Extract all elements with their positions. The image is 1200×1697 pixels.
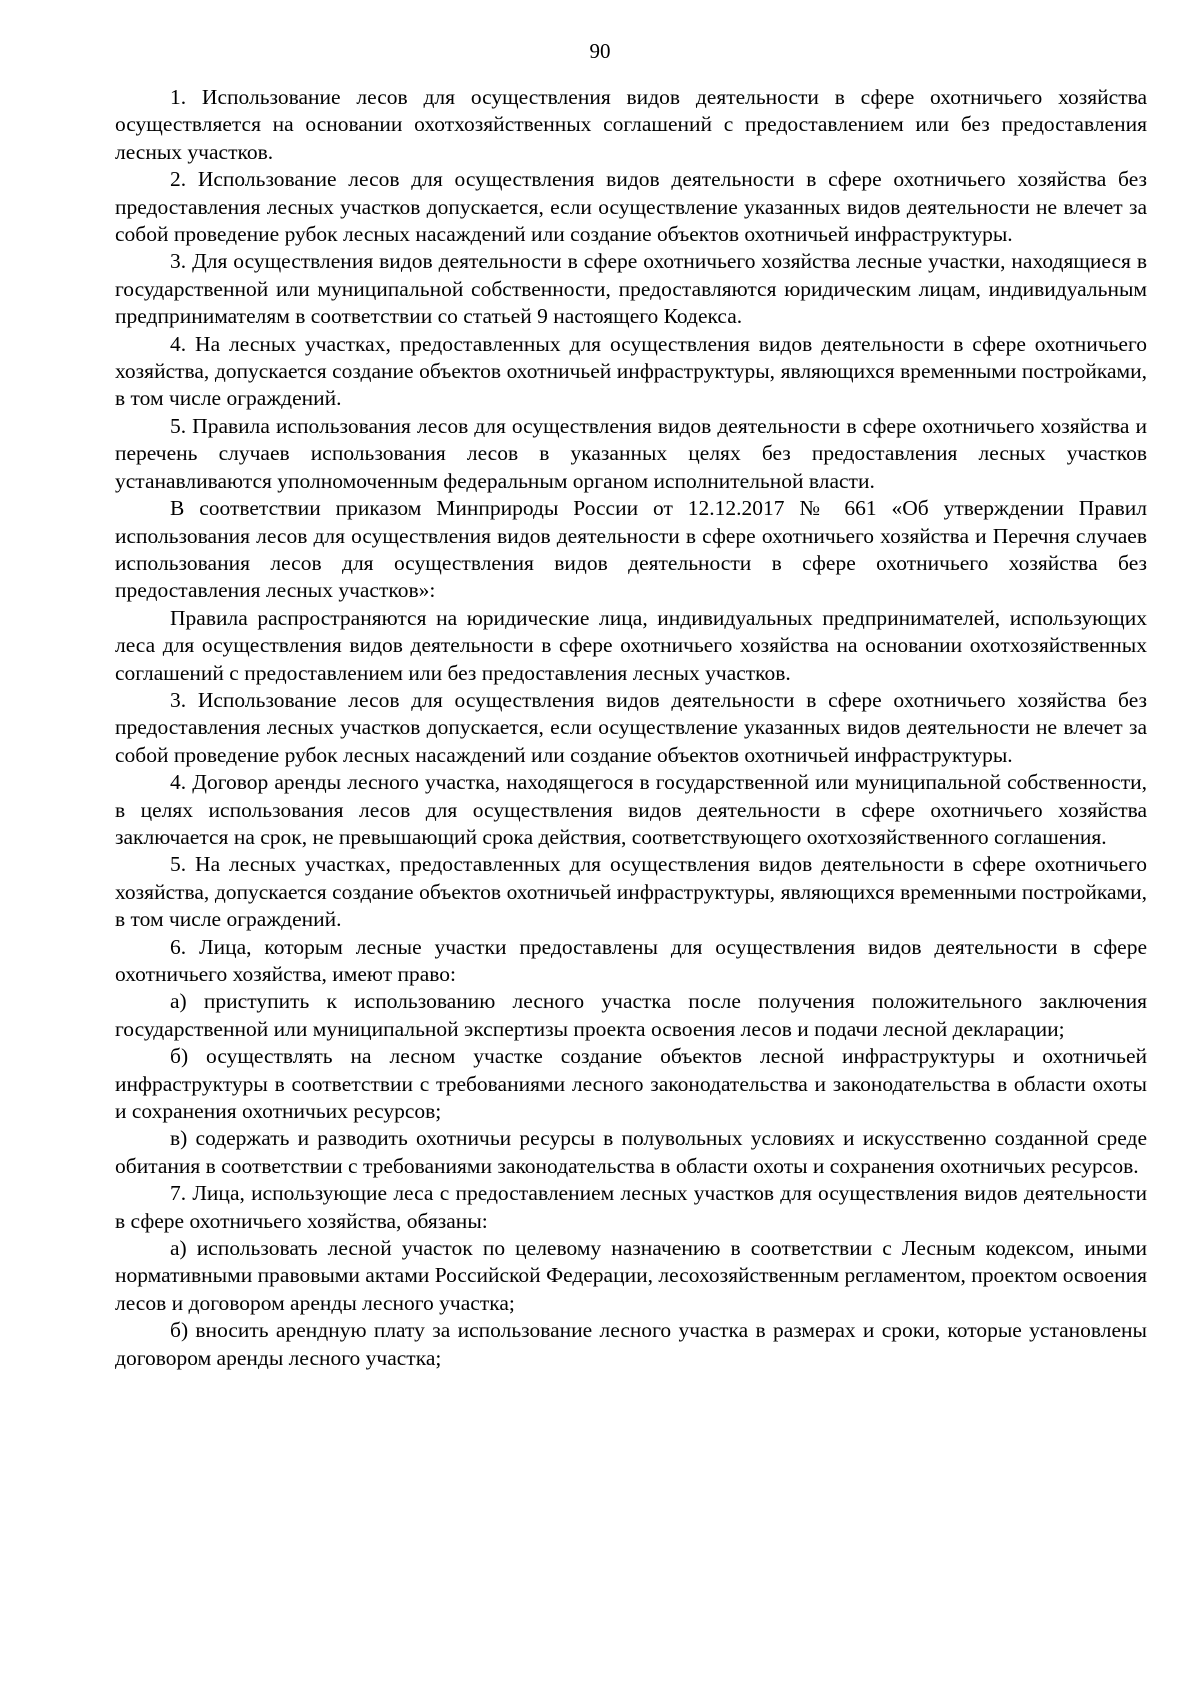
paragraph: а) приступить к использованию лесного участка после получения положительного заключения государственной или муниципальной экспертизы проекта освоения лесов и подачи лесной декларации;	[115, 989, 1147, 1041]
paragraph: 1. Использование лесов для осуществления видов деятельности в сфере охотничьего хозяйства осуществляется на основании охотхозяйственных соглашений с предоставлением или без предоставления лесных участков.	[115, 85, 1147, 164]
paragraph: 4. Договор аренды лесного участка, находящегося в государственной или муниципальной собственности, в целях использования лесов для осуществления видов деятельности в сфере охотничьего хозяйства заключается на срок, не превышающий срока действия, соответствующего охотхозяйственного соглашения.	[115, 770, 1147, 849]
paragraph: 5. На лесных участках, предоставленных для осуществления видов деятельности в сфере охотничьего хозяйства, допускается создание объектов охотничьей инфраструктуры, являющихся временными постройками, в том числе ограждений.	[115, 852, 1147, 932]
paragraph: б) вносить арендную плату за использование лесного участка в размерах и сроки, которые установлены договором аренды лесного участка;	[115, 1318, 1147, 1370]
paragraph: б) осуществлять на лесном участке создание объектов лесной инфраструктуры и охотничьей инфраструктуры в соответствии с требованиями лесного законодательства и законодательства в области охоты и сохранения охотничьих ресурсов;	[115, 1044, 1147, 1124]
paragraph: В соответствии приказом Минприроды России от 12.12.2017 № 661 «Об утверждении Правил использования лесов для осуществления видов деятельности в сфере охотничьего хозяйства и Перечня случаев использования лесов для осуществления видов деятельности в сфере охотничьего хозяйства без предоставления лесных участков»:	[115, 496, 1147, 603]
paragraph: 4. На лесных участках, предоставленных для осуществления видов деятельности в сфере охотничьего хозяйства, допускается создание объектов охотничьей инфраструктуры, являющихся временными постройками, в том числе ограждений.	[115, 331, 1147, 411]
paragraph: 5. Правила использования лесов для осуществления видов деятельности в сфере охотничьего хозяйства и перечень случаев использования лесов в указанных целях без предоставления лесных участков устанавливаются уполномоченным федеральным органом исполнительной власти.	[115, 413, 1147, 493]
paragraph: 3. Для осуществления видов деятельности в сфере охотничьего хозяйства лесные участки, находящиеся в государственной или муниципальной собственности, предоставляются юридическим лицам, индивидуальным предпринимателям в соответствии со статьей 9 настоящего Кодекса.	[115, 249, 1147, 329]
paragraph: в) содержать и разводить охотничьи ресурсы в полувольных условиях и искусственно созданной среде обитания в соответствии с требованиями законодательства в области охоты и сохранения охотничьих ресурсов.	[115, 1126, 1147, 1178]
paragraph: 7. Лица, использующие леса с предоставлением лесных участков для осуществления видов деятельности в сфере охотничьего хозяйства, обязаны:	[115, 1181, 1147, 1233]
document-body	[115, 84, 1147, 1372]
paragraph: 3. Использование лесов для осуществления видов деятельности в сфере охотничьего хозяйства без предоставления лесных участков допускается, если осуществление указанных видов деятельности не влечет за собой проведение рубок лесных насаждений или создание объектов охотничьей инфраструктуры.	[115, 687, 1147, 767]
paragraph: Правила распространяются на юридические лица, индивидуальных предпринимателей, использующих леса для осуществления видов деятельности в сфере охотничьего хозяйства на основании охотхозяйственных соглашений с предоставлением или без предоставления лесных участков.	[115, 605, 1147, 685]
paragraph: 2. Использование лесов для осуществления видов деятельности в сфере охотничьего хозяйства без предоставления лесных участков допускается, если осуществление указанных видов деятельности не влечет за собой проведение рубок лесных насаждений или создание объектов охотничьей инфраструктуры.	[115, 167, 1147, 247]
paragraph: 6. Лица, которым лесные участки предоставлены для осуществления видов деятельности в сфере охотничьего хозяйства, имеют право:	[115, 934, 1147, 986]
page-number: 90	[589, 39, 611, 63]
paragraph: а) использовать лесной участок по целевому назначению в соответствии с Лесным кодексом, иными нормативными правовыми актами Российской Федерации, лесохозяйственным регламентом, проектом освоения лесов и договором аренды лесного участка;	[115, 1236, 1147, 1315]
